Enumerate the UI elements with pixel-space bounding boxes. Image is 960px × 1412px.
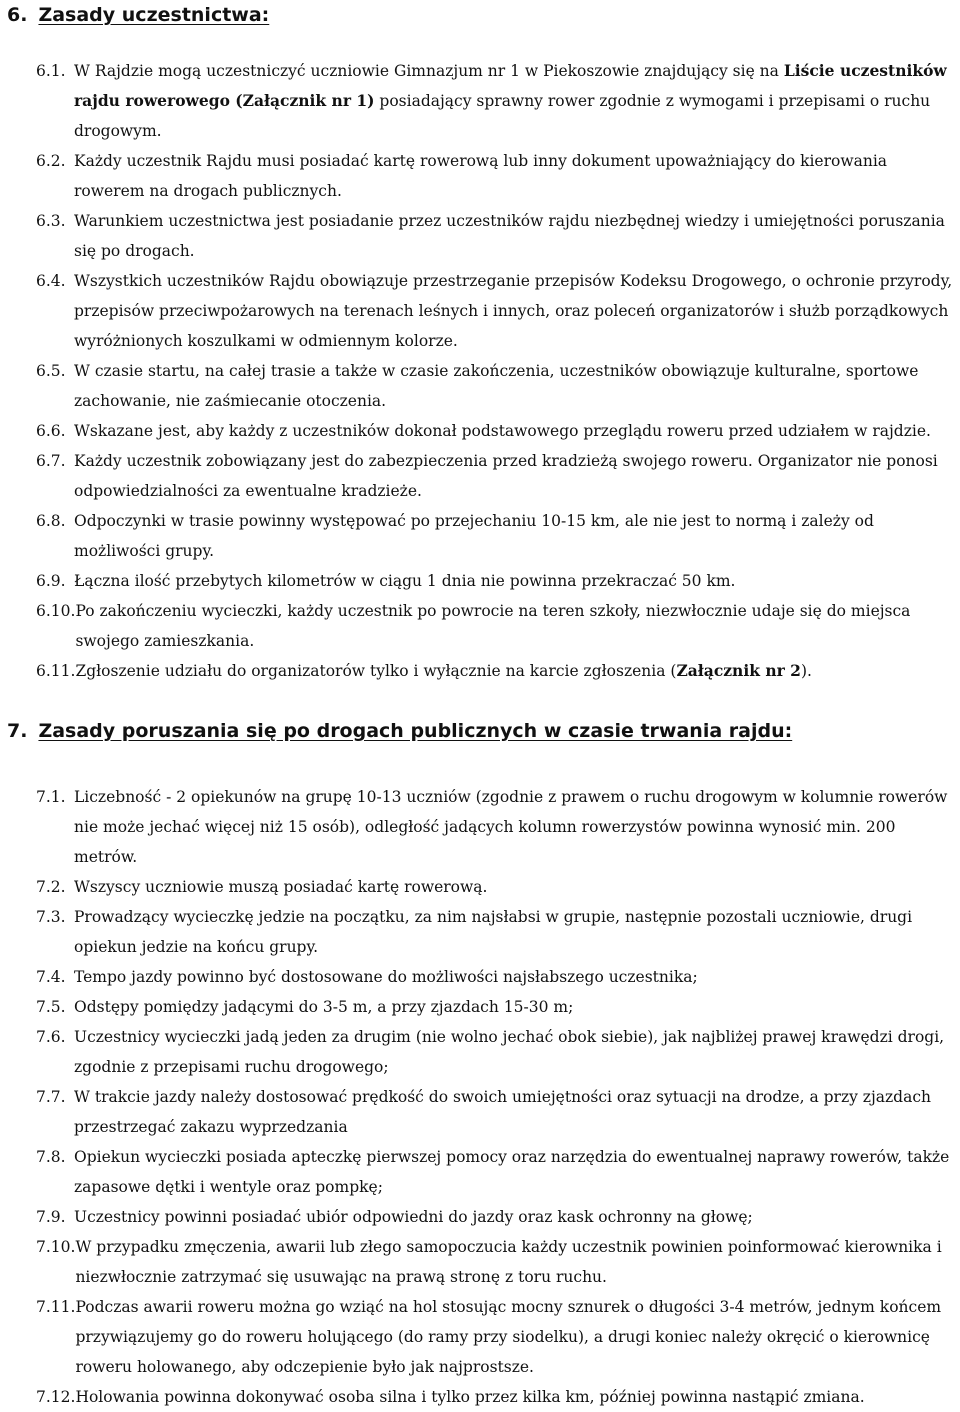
- item-number: 7.11.: [36, 1298, 76, 1316]
- list-item-7-11: [36, 1292, 958, 1382]
- list-item-7-9: [36, 1202, 958, 1232]
- list-item-6-3: [36, 206, 958, 266]
- list-item-7-6: [36, 1022, 958, 1082]
- item-number: 7.10.: [36, 1238, 76, 1256]
- list-item-7-8: [36, 1142, 958, 1202]
- item-number: 7.1.: [36, 788, 66, 806]
- list-item-6-7: [36, 446, 958, 506]
- item-text: W Rajdzie mogą uczestniczyć uczniowie Gimnazjum nr 1 w Piekoszowie znajdujący się na Liście uczestników rajdu rowerowego (Załącznik nr 1) posiadający sprawny rower zgodnie z wymogami i przepisami o ruchu drogowym.: [74, 61, 947, 140]
- item-number: 7.7.: [36, 1088, 66, 1106]
- list-item-7-10: [36, 1232, 958, 1292]
- section-6-number: 6.: [7, 4, 28, 26]
- item-text: Liczebność - 2 opiekunów na grupę 10-13 uczniów (zgodnie z prawem o ruchu drogowym w kolumnie rowerów nie może jechać więcej niż 15 osób), odległość jadących kolumn rowerzystów powinna wynosić min. 200 metrów.: [74, 788, 948, 866]
- item-text: Podczas awarii roweru można go wziąć na hol stosując mocny sznurek o długości 3-4 metrów, jednym końcem przywiązujemy go do roweru holującego (do ramy przy siodelku), a drugi koniec należy okręcić o kierownicę roweru holowanego, aby odczepienie było jak najprostsze.: [75, 1298, 942, 1376]
- item-text: Warunkiem uczestnictwa jest posiadanie przez uczestników rajdu niezbędnej wiedzy i umiejętności poruszania się po drogach.: [74, 212, 945, 260]
- item-text: Wszyscy uczniowie muszą posiadać kartę rowerową.: [74, 878, 488, 896]
- list-item-7-7: [36, 1082, 958, 1142]
- list-item-6-5: [36, 356, 958, 416]
- list-item-6-9: [36, 566, 958, 596]
- list-item-6-8: [36, 506, 958, 566]
- list-item-7-1: [36, 782, 958, 872]
- section-6-list: [36, 56, 958, 686]
- list-item-6-11: [36, 656, 958, 686]
- item-text: Uczestnicy wycieczki jadą jeden za drugim (nie wolno jechać obok siebie), jak najbliżej prawej krawędzi drogi, zgodnie z przepisami ruchu drogowego;: [74, 1028, 945, 1076]
- list-item-6-1: [36, 56, 958, 146]
- item-number: 7.12.: [36, 1388, 76, 1406]
- section-6-title: Zasady uczestnictwa:: [38, 4, 270, 26]
- item-number: 6.9.: [36, 572, 66, 590]
- item-number: 6.6.: [36, 422, 66, 440]
- item-text: Łączna ilość przebytych kilometrów w ciągu 1 dnia nie powinna przekraczać 50 km.: [74, 572, 736, 590]
- list-item-7-5: [36, 992, 958, 1022]
- item-number: 7.5.: [36, 998, 66, 1016]
- item-number: 7.2.: [36, 878, 66, 896]
- item-number: 6.11.: [36, 662, 76, 680]
- item-text: Wskazane jest, aby każdy z uczestników dokonał podstawowego przeglądu roweru przed udziałem w rajdzie.: [74, 422, 931, 440]
- item-text: Po zakończeniu wycieczki, każdy uczestnik po powrocie na teren szkoły, niezwłocznie udaje się do miejsca swojego zamieszkania.: [75, 602, 911, 650]
- item-number: 7.9.: [36, 1208, 66, 1226]
- section-7-heading: [7, 720, 792, 742]
- list-item-6-2: [36, 146, 958, 206]
- list-item-7-2: [36, 872, 958, 902]
- item-text: W czasie startu, na całej trasie a także w czasie zakończenia, uczestników obowiązuje kulturalne, sportowe zachowanie, nie zaśmiecanie otoczenia.: [74, 362, 919, 410]
- item-text: Opiekun wycieczki posiada apteczkę pierwszej pomocy oraz narzędzia do ewentualnej naprawy rowerów, także zapasowe dętki i wentyle oraz pompkę;: [74, 1148, 950, 1196]
- item-number: 6.4.: [36, 272, 66, 290]
- item-number: 6.7.: [36, 452, 66, 470]
- bold-reference: Załącznik nr 2: [676, 661, 801, 680]
- item-text: Uczestnicy powinni posiadać ubiór odpowiedni do jazdy oraz kask ochronny na głowę;: [74, 1208, 753, 1226]
- item-text: Prowadzący wycieczkę jedzie na początku, za nim najsłabsi w grupie, następnie pozostali uczniowie, drugi opiekun jedzie na końcu grupy.: [74, 908, 913, 956]
- item-number: 6.5.: [36, 362, 66, 380]
- item-number: 6.2.: [36, 152, 66, 170]
- list-item-6-4: [36, 266, 958, 356]
- item-text: Holowania powinna dokonywać osoba silna i tylko przez kilka km, później powinna nastąpić zmiana.: [75, 1388, 865, 1406]
- item-number: 6.3.: [36, 212, 66, 230]
- item-text: Każdy uczestnik Rajdu musi posiadać kartę rowerową lub inny dokument upoważniający do kierowania rowerem na drogach publicznych.: [74, 152, 888, 200]
- section-7-list: [36, 782, 958, 1412]
- item-text: Każdy uczestnik zobowiązany jest do zabezpieczenia przed kradzieżą swojego roweru. Organizator nie ponosi odpowiedzialności za ewentualne kradzieże.: [74, 452, 938, 500]
- item-number: 6.1.: [36, 62, 66, 80]
- item-text: W przypadku zmęczenia, awarii lub złego samopoczucia każdy uczestnik powinien poinformować kierownika i niezwłocznie zatrzymać się usuwając na prawą stronę z toru ruchu.: [75, 1238, 942, 1286]
- item-text: W trakcie jazdy należy dostosować prędkość do swoich umiejętności oraz sytuacji na drodze, a przy zjazdach przestrzegać zakazu wyprzedzania: [74, 1088, 932, 1136]
- list-item-6-10: [36, 596, 958, 656]
- list-item-7-3: [36, 902, 958, 962]
- item-text: Tempo jazdy powinno być dostosowane do możliwości najsłabszego uczestnika;: [74, 968, 698, 986]
- item-text: Wszystkich uczestników Rajdu obowiązuje przestrzeganie przepisów Kodeksu Drogowego, o ochronie przyrody, przepisów przeciwpożarowych na terenach leśnych i innych, oraz poleceń organizatorów i służb porządkowych wyróżnionych koszulkami w odmiennym kolorze.: [74, 272, 953, 350]
- section-6-heading: [7, 4, 269, 26]
- bold-reference: Liście uczestników rajdu rowerowego (Załącznik nr 1): [74, 61, 947, 110]
- section-7-number: 7.: [7, 720, 28, 742]
- item-text: Odstępy pomiędzy jadącymi do 3-5 m, a przy zjazdach 15-30 m;: [74, 998, 574, 1016]
- item-number: 7.6.: [36, 1028, 66, 1046]
- item-number: 6.10.: [36, 602, 76, 620]
- item-number: 7.8.: [36, 1148, 66, 1166]
- section-7-title: Zasady poruszania się po drogach publicznych w czasie trwania rajdu:: [38, 720, 793, 742]
- list-item-7-12: [36, 1382, 958, 1412]
- item-number: 6.8.: [36, 512, 66, 530]
- item-text: Odpoczynki w trasie powinny występować po przejechaniu 10-15 km, ale nie jest to normą i zależy od możliwości grupy.: [74, 512, 874, 560]
- item-text: Zgłoszenie udziału do organizatorów tylko i wyłącznie na karcie zgłoszenia (Załącznik nr 2).: [75, 661, 812, 680]
- item-number: 7.3.: [36, 908, 66, 926]
- item-number: 7.4.: [36, 968, 66, 986]
- list-item-7-4: [36, 962, 958, 992]
- list-item-6-6: [36, 416, 958, 446]
